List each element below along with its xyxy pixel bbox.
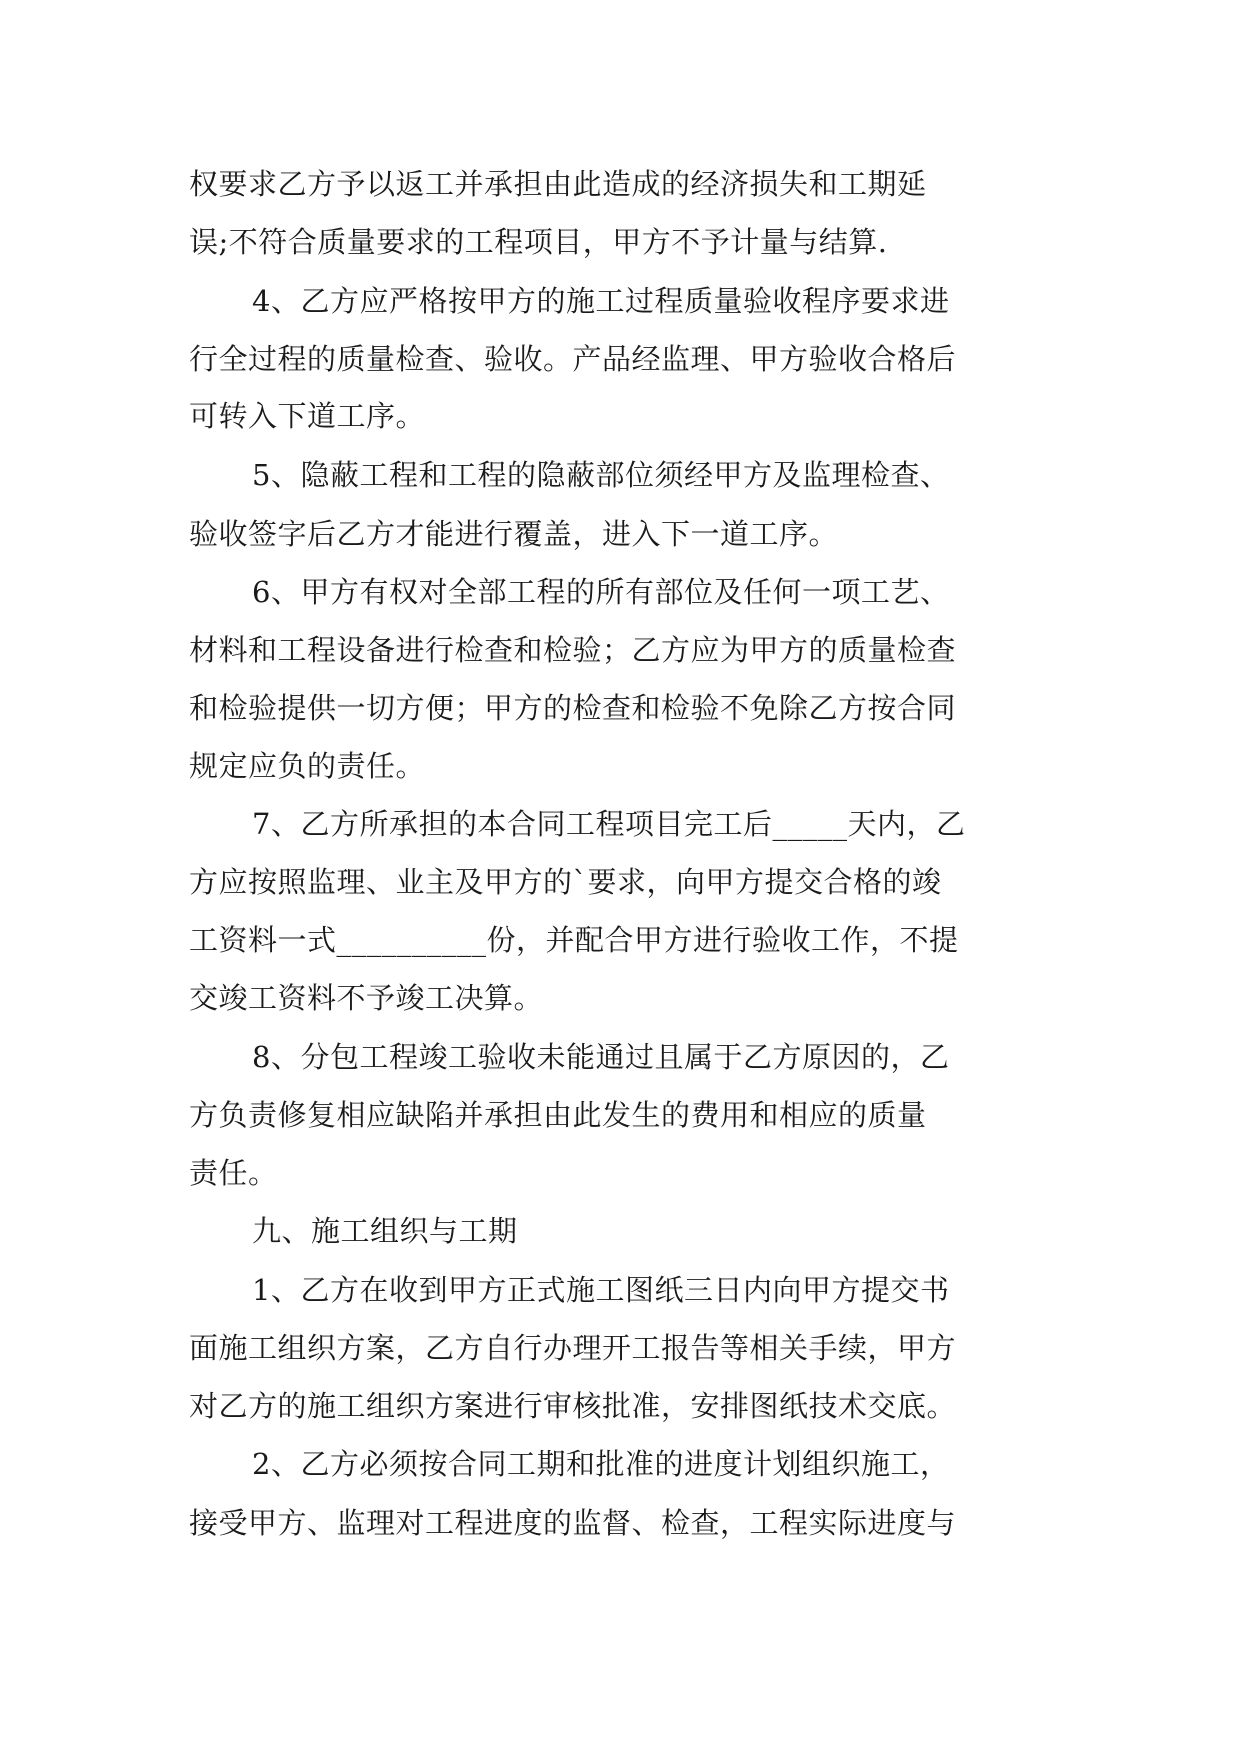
section-heading: 九、施工组织与工期 [252,1214,518,1248]
text-line: 误;不符合质量要求的工程项目，甲方不予计量与结算. [189,225,888,259]
text-line: 8、分包工程竣工验收未能通过且属于乙方原因的，乙 [252,1040,950,1074]
text-line: 工资料一式__________份，并配合甲方进行验收工作，不提 [189,923,959,957]
text-line: 5、隐蔽工程和工程的隐蔽部位须经甲方及监理检查、 [252,458,950,492]
text-line: 责任。 [189,1156,278,1190]
text-line: 规定应负的责任。 [189,749,426,783]
text-line: 对乙方的施工组织方案进行审核批准，安排图纸技术交底。 [189,1389,957,1423]
text-line: 7、乙方所承担的本合同工程项目完工后_____天内，乙 [252,807,966,841]
text-line: 交竣工资料不予竣工决算。 [189,981,544,1015]
text-line: 权要求乙方予以返工并承担由此造成的经济损失和工期延 [189,167,927,201]
text-line: 2、乙方必须按合同工期和批准的进度计划组织施工， [252,1447,950,1481]
text-line: 可转入下道工序。 [189,399,426,433]
text-line: 材料和工程设备进行检查和检验；乙方应为甲方的质量检查 [189,633,957,667]
text-line: 验收签字后乙方才能进行覆盖，进入下一道工序。 [189,517,839,551]
text-line: 方负责修复相应缺陷并承担由此发生的费用和相应的质量 [189,1098,927,1132]
text-line: 面施工组织方案，乙方自行办理开工报告等相关手续，甲方 [189,1331,957,1365]
text-line: 和检验提供一切方便；甲方的检查和检验不免除乙方按合同 [189,691,957,725]
text-line: 6、甲方有权对全部工程的所有部位及任何一项工艺、 [252,575,950,609]
text-line: 4、乙方应严格按甲方的施工过程质量验收程序要求进 [252,284,950,318]
text-line: 1、乙方在收到甲方正式施工图纸三日内向甲方提交书 [252,1273,950,1307]
text-line: 方应按照监理、业主及甲方的`要求，向甲方提交合格的竣 [189,865,942,899]
text-line: 行全过程的质量检查、验收。产品经监理、甲方验收合格后 [189,342,957,376]
text-line: 接受甲方、监理对工程进度的监督、检查，工程实际进度与 [189,1506,957,1540]
